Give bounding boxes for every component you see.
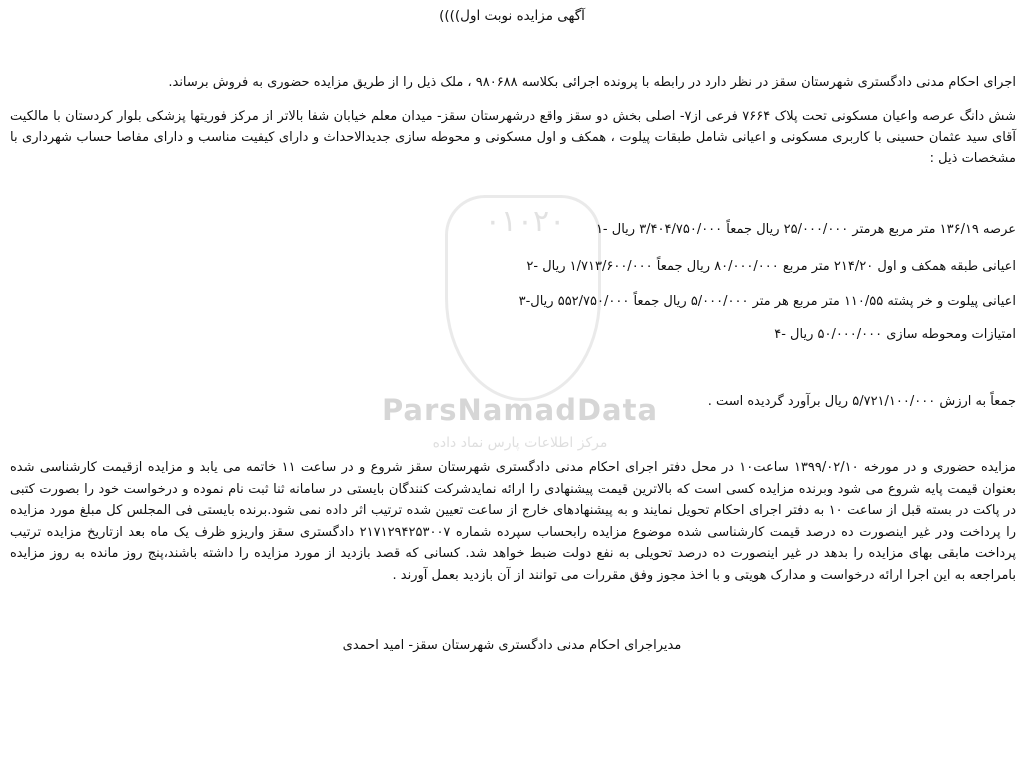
watermark-digits: ۰۱۰۲۰ — [484, 204, 566, 239]
watermark — [330, 195, 710, 495]
property-description: شش دانگ عرصه واعیان مسکونی تحت پلاک ۷۶۶۴ فرعی از۷- اصلی بخش دو سقز واقع درشهرستان سقز- میدان معلم خیابان شفا بالاتر از مرکز فوریتها پزشکی بلوار کردستان با مالکیت آقای سید عثمان حسینی با کاربری مسکونی و اعیانی شامل طبقات پیلوت ، همکف و اول مسکونی و محوطه سازی جدیدالاحداث و دارای کیفیت مناسب و دارای مفاصا حساب شهرداری با مشخصات ذیل : — [10, 109, 1016, 166]
valuation-item-amenities: امتیازات ومحوطه سازی ۵۰/۰۰۰/۰۰۰ ریال -۴ — [774, 327, 1016, 342]
valuation-item-land: عرصه ۱۳۶/۱۹ متر مربع هرمتر ۲۵/۰۰۰/۰۰۰ ریال جمعاً ۳/۴۰۴/۷۵۰/۰۰۰ ریال -۱ — [595, 222, 1016, 237]
total-valuation: جمعاً به ارزش ۵/۷۲۱/۱۰۰/۰۰۰ ریال برآورد گردیده است . — [707, 394, 1016, 409]
notice-title: آگهی مزایده نوبت اول)))) — [439, 8, 585, 24]
watermark-subtext: مرکز اطلاعات پارس نماد داده — [432, 435, 608, 451]
auction-terms-paragraph: مزایده حضوری و در مورخه ۱۳۹۹/۰۲/۱۰ ساعت۱۰ در محل دفتر اجرای احکام مدنی دادگستری شهرستان سقز شروع و در ساعت ۱۱ خاتمه می یابد و مزایده ازقیمت کارشناسی شده بعنوان قیمت پایه شروع می شود وبرنده مزایده کسی است که بالاترین قیمت پیشنهادی را ارائه نمایدشرکت کنندگان بایستی در سامانه ثنا ثبت نام نموده و درخواست خود را بصورت کتبی در پاکت در بسته قبل از ساعت ۱۰ به دفتر اجرای احکام تحویل نمایند و به پیشنهادهای خارج از ساعت تعیین شده ترتیب اثر داده نمی شود.برنده بایستی فی المجلس کل مبلغ مورد مزایده را پرداخت ودر غیر اینصورت ده درصد قیمت کارشناسی شده موضوع مزایده رابحساب سپرده شماره ۲۱۷۱۲۹۴۲۵۳۰۰۷ دادگستری سقز واریزو ظرف یک ماه بعد ازتاریخ مزایده ترتیب پرداخت مابقی بهای مزایده را بدهد در غیر اینصورت ده درصد تحویلی به نفع دولت ضبط خواهد شد. کسانی که قصد بازدید از مورد مزایده را داشته باشند،پنج روز مانده به روز مزایده بامراجعه به این اجرا ارائه درخواست و مدارک هویتی و با اخذ مجوز وفق مقررات می توانند از آن بازدید بعمل آورند . — [10, 460, 1016, 583]
valuation-item-pilot: اعیانی پیلوت و خر پشته ۱۱۰/۵۵ متر مربع هر متر ۵/۰۰۰/۰۰۰ ریال جمعاً ۵۵۲/۷۵۰/۰۰۰ ریال-۳ — [518, 294, 1016, 309]
intro-paragraph: اجرای احکام مدنی دادگستری شهرستان سقز در نظر دارد در رابطه با پرونده اجرائی بکلاسه ۹۸۰۶۸۸ ، ملک ذیل را از طریق مزایده حضوری به فروش برساند. — [168, 75, 1016, 90]
valuation-item-floors: اعیانی طبقه همکف و اول ۲۱۴/۲۰ متر مربع ۸۰/۰۰۰/۰۰۰ ریال جمعاً ۱/۷۱۳/۶۰۰/۰۰۰ ریال -۲ — [526, 259, 1016, 274]
watermark-logo-text: ParsNamadData — [381, 393, 659, 427]
signature-line: مدیراجرای احکام مدنی دادگستری شهرستان سقز- امید احمدی — [342, 638, 682, 653]
